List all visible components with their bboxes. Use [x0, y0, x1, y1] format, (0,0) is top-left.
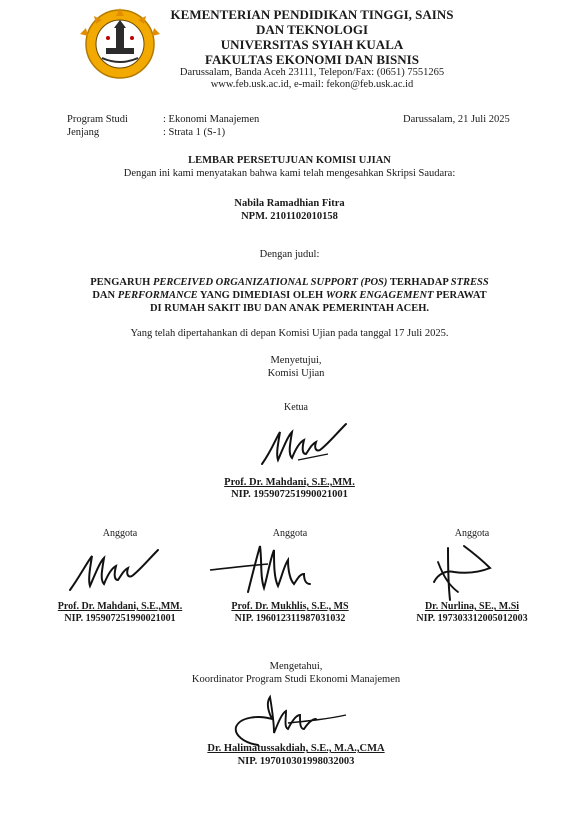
approval-line1: Menyetujui, [270, 355, 322, 366]
student-npm: NPM. 2101102010158 [241, 211, 338, 222]
approval-line2: Komisi Ujian [267, 368, 325, 379]
acknowledge-line1: Mengetahui, [269, 661, 323, 672]
member2-signature [208, 540, 328, 598]
faculty-name: FAKULTAS EKONOMI DAN BISNIS [205, 52, 419, 67]
level-label: Jenjang [67, 127, 100, 138]
ketua-name: Prof. Dr. Mahdani, S.E.,MM. [224, 477, 355, 488]
address: Darussalam, Banda Aceh 23111, Telepon/Fax: (0651) 7551265 [179, 67, 445, 78]
student-name: Nabila Ramadhian Fitra [234, 198, 345, 209]
member1-signature [66, 548, 162, 594]
web-email: www.feb.usk.ac.id, e-mail: fekon@feb.usk.ac.id [210, 79, 414, 90]
ministry-name-2: DAN TEKNOLOGI [255, 22, 369, 37]
program-label: Program Studi [67, 114, 128, 125]
page-title: LEMBAR PERSETUJUAN KOMISI UJIAN [188, 155, 391, 166]
member2-role: Anggota [272, 528, 308, 539]
ketua-signature [258, 420, 350, 468]
member1-nip: NIP. 195907251990021001 [64, 613, 176, 624]
member3-nip: NIP. 197303312005012003 [416, 613, 528, 624]
coordinator-name: Dr. Halimatussakdiah, S.E., M.A.,CMA [207, 743, 385, 754]
member1-name: Prof. Dr. Mahdani, S.E.,MM. [57, 601, 183, 612]
member1-role: Anggota [102, 528, 138, 539]
thesis-title: PENGARUH PERCEIVED ORGANIZATIONAL SUPPORT (POS) TERHADAP STRESS DAN PERFORMANCE YANG DIMEDIASI OLEH WORK ENGAGEMENT PERAWAT DI RUMAH SAKIT IBU DAN ANAK PEMERINTAH ACEH. [90, 277, 489, 314]
ministry-name: KEMENTERIAN PENDIDIKAN TINGGI, SAINS [170, 7, 454, 22]
intro-text: Dengan ini kami menyatakan bahwa kami telah mengesahkan Skripsi Saudara: [123, 168, 456, 179]
level-value: : Strata 1 (S-1) [163, 127, 226, 138]
ketua-role: Ketua [284, 402, 308, 413]
university-name: UNIVERSITAS SYIAH KUALA [220, 37, 404, 52]
member3-role: Anggota [454, 528, 490, 539]
acknowledge-line2: Koordinator Program Studi Ekonomi Manajemen [191, 674, 401, 685]
ketua-nip: NIP. 195907251990021001 [231, 489, 348, 500]
university-seal-logo [74, 8, 166, 80]
letter-date: Darussalam, 21 Juli 2025 [403, 114, 510, 125]
coordinator-nip: NIP. 197010301998032003 [237, 756, 355, 767]
member3-signature [424, 542, 504, 602]
member2-name: Prof. Dr. Mukhlis, S.E., MS [231, 601, 349, 612]
letterhead [162, 7, 462, 91]
member2-nip: NIP. 196012311987031032 [234, 613, 346, 624]
member3-name: Dr. Nurlina, SE., M.Si [424, 601, 520, 612]
judul-label: Dengan judul: [259, 249, 320, 260]
program-value: : Ekonomi Manajemen [163, 114, 260, 125]
defended-text: Yang telah dipertahankan di depan Komisi Ujian pada tanggal 17 Juli 2025. [130, 328, 449, 339]
